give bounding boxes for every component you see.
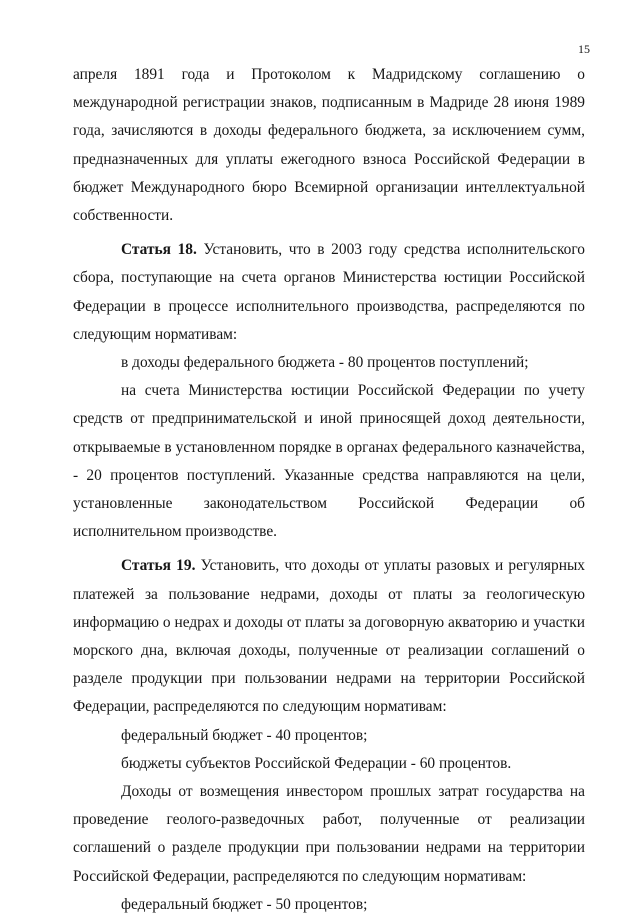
page-number: 15 bbox=[578, 42, 590, 56]
list-item-federal-budget-share bbox=[73, 349, 585, 377]
document-body bbox=[73, 61, 585, 919]
paragraph-continuation bbox=[73, 61, 585, 230]
paragraph-text: апреля 1891 года и Протоколом к Мадридскому соглашению о международной регистрации знаков, подписанным в Мадриде 28 июня 1989 года, зачисляются в доходы федерального бюджета, за исключением сумм, предназначенных для уплаты ежегодного взноса Российской Федерации в бюджет Международного бюро Всемирной организации интеллектуальной собственности. bbox=[73, 66, 585, 225]
list-item-regional-budgets-share bbox=[73, 750, 585, 778]
paragraph-text: бюджеты субъектов Российской Федерации - 60 процентов. bbox=[121, 754, 512, 772]
article-18-label: Статья 18. bbox=[121, 241, 197, 259]
article-19-paragraph bbox=[73, 552, 585, 721]
paragraph-text: Доходы от возмещения инвестором прошлых затрат государства на проведение геолого-разведочных работ, полученные от реализации соглашений о разделе продукции при пользовании недрами на территории Российской Федерации, распределяются по следующим нормативам: bbox=[73, 783, 585, 885]
list-item-federal-budget-share bbox=[73, 891, 585, 919]
paragraph-text: в доходы федерального бюджета - 80 процентов поступлений; bbox=[121, 354, 529, 372]
article-18-paragraph bbox=[73, 236, 585, 349]
paragraph-text: Установить, что в 2003 году средства исполнительского сбора, поступающие на счета органов Министерства юстиции Российской Федерации в процессе исполнительного производства, распределяются по следующим нормативам: bbox=[73, 241, 585, 343]
article-19-label: Статья 19. bbox=[121, 557, 196, 575]
paragraph-text: на счета Министерства юстиции Российской Федерации по учету средств от предпринимательской и иной приносящей доход деятельности, открываемые в установленном порядке в органах федерального казначейства, - 20 процентов поступлений. Указанные средства направляются на цели, установленные законодательством Российской Федерации об исполнительном производстве. bbox=[73, 382, 585, 541]
list-item-ministry-accounts-share bbox=[73, 377, 585, 546]
list-item-federal-budget-share bbox=[73, 722, 585, 750]
paragraph-investor-reimbursement bbox=[73, 778, 585, 891]
paragraph-text: федеральный бюджет - 40 процентов; bbox=[121, 726, 368, 744]
paragraph-text: Установить, что доходы от уплаты разовых и регулярных платежей за пользование недрами, доходы от платы за геологическую информацию о недрах и доходы от платы за договорную акваторию и участки морского дна, включая доходы, полученные от реализации соглашений о разделе продукции при пользовании недрами на территории Российской Федерации, распределяются по следующим нормативам: bbox=[73, 557, 585, 716]
paragraph-text: федеральный бюджет - 50 процентов; bbox=[121, 895, 368, 913]
